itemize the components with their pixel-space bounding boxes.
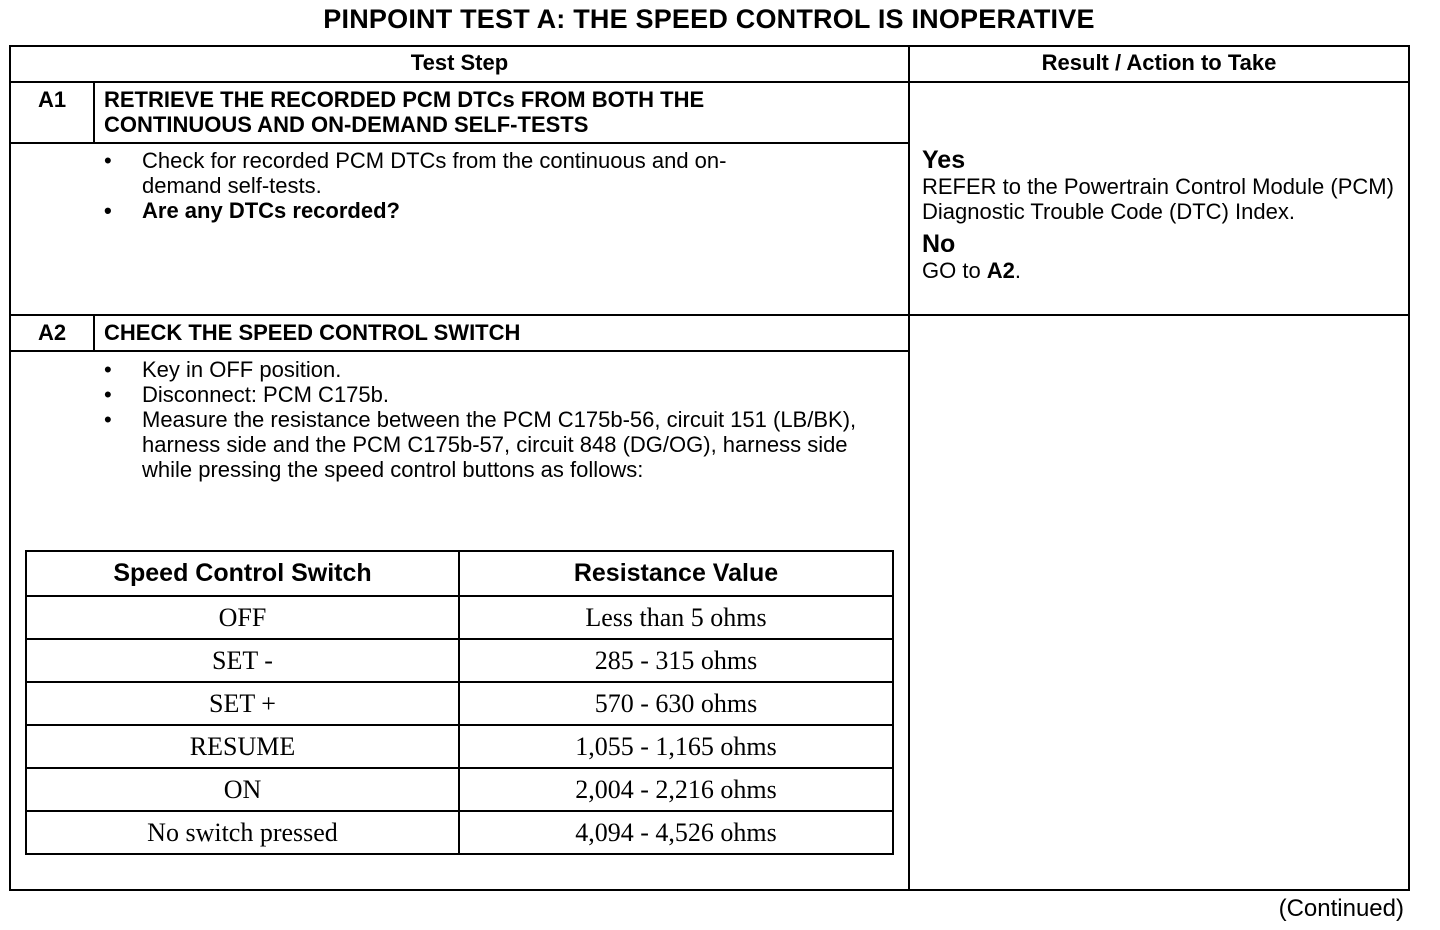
- table-row: [26, 682, 893, 725]
- table-header-row: [26, 551, 893, 596]
- step-a1-id: A1: [37, 87, 67, 112]
- no-action: [922, 258, 1402, 283]
- step-a1-instructions: [104, 148, 804, 223]
- column-header: Speed Control Switch: [26, 551, 459, 596]
- step-a2-bullet: • Disconnect: PCM C175b.: [104, 382, 874, 407]
- column-header: Resistance Value: [459, 551, 893, 596]
- page-title: PINPOINT TEST A: THE SPEED CONTROL IS INOPERATIVE: [323, 4, 1095, 34]
- continued-label: (Continued): [1278, 895, 1404, 922]
- step-a2-title-line: CHECK THE SPEED CONTROL SWITCH: [104, 320, 521, 345]
- a1-title-divider: [9, 142, 909, 144]
- a2-title-divider: [9, 350, 909, 352]
- table-row: [26, 811, 893, 854]
- table-row: [26, 725, 893, 768]
- a1-id-divider: [93, 81, 95, 143]
- switch-cell: No switch pressed: [26, 811, 459, 854]
- step-a1-title: [104, 87, 704, 137]
- no-action-punct: .: [1014, 258, 1022, 283]
- step-a2-bullet: • Key in OFF position.: [104, 357, 874, 382]
- step-divider: [9, 314, 1410, 316]
- table-row: [26, 768, 893, 811]
- step-a2-bullet: • Measure the resistance between the PCM C175b-56, circuit 151 (LB/BK), harness side and the PCM C175b-57, circuit 848 (DG/OG), harness side while pressing the speed control buttons as follows:: [104, 407, 874, 482]
- a2-id-divider: [93, 314, 95, 351]
- yes-label: Yes: [922, 146, 966, 174]
- resistance-cell: 570 - 630 ohms: [459, 682, 893, 725]
- resistance-cell: 1,055 - 1,165 ohms: [459, 725, 893, 768]
- resistance-table: [25, 550, 894, 855]
- resistance-cell: Less than 5 ohms: [459, 596, 893, 639]
- step-a1-title-line: CONTINUOUS AND ON-DEMAND SELF-TESTS: [104, 112, 589, 137]
- step-a2-title: [104, 320, 520, 345]
- header-divider: [9, 81, 1410, 83]
- no-label: No: [922, 230, 956, 258]
- switch-cell: ON: [26, 768, 459, 811]
- resistance-cell: 2,004 - 2,216 ohms: [459, 768, 893, 811]
- switch-cell: SET -: [26, 639, 459, 682]
- table-row: [26, 596, 893, 639]
- no-action-text: GO to: [922, 258, 987, 283]
- resistance-cell: 4,094 - 4,526 ohms: [459, 811, 893, 854]
- step-a2-id: A2: [37, 320, 67, 345]
- column-divider: [908, 45, 910, 891]
- step-a1-title-line: RETRIEVE THE RECORDED PCM DTCs FROM BOTH THE: [104, 87, 705, 112]
- header-result-action: Result / Action to Take: [1041, 50, 1277, 75]
- goto-step-link[interactable]: A2: [986, 258, 1015, 283]
- switch-cell: RESUME: [26, 725, 459, 768]
- switch-cell: SET +: [26, 682, 459, 725]
- switch-cell: OFF: [26, 596, 459, 639]
- yes-action: REFER to the Powertrain Control Module (PCM) Diagnostic Trouble Code (DTC) Index.: [922, 174, 1394, 224]
- step-a2-instructions: [104, 357, 874, 482]
- step-a1-bullet: • Check for recorded PCM DTCs from the continuous and on-demand self-tests.: [104, 148, 804, 198]
- table-row: [26, 639, 893, 682]
- resistance-cell: 285 - 315 ohms: [459, 639, 893, 682]
- step-a1-results: [922, 146, 1402, 283]
- step-a1-question: • Are any DTCs recorded?: [104, 198, 804, 223]
- header-test-step: Test Step: [410, 50, 509, 75]
